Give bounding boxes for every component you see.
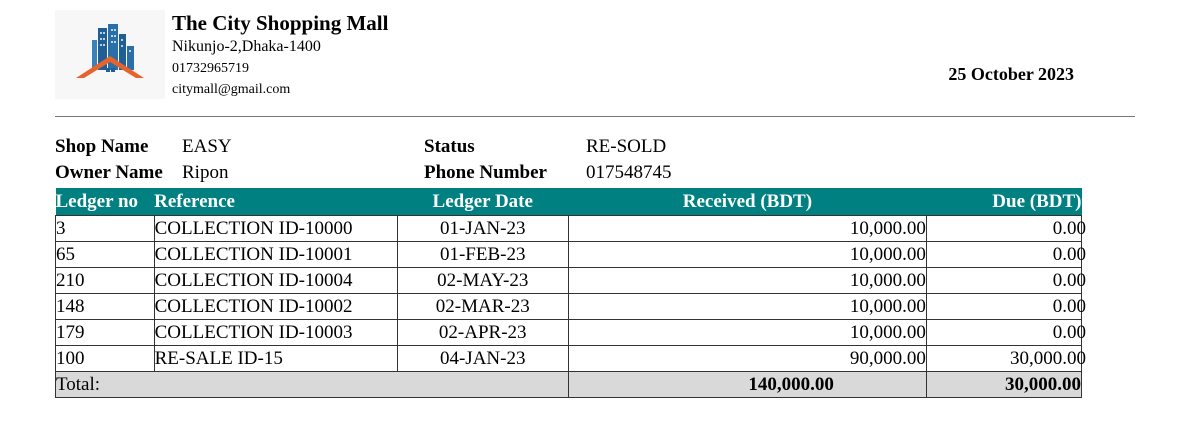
company-logo	[55, 10, 165, 99]
cell-received: 10,000.00	[568, 268, 926, 294]
cell-due-value: 0.00	[1052, 243, 1086, 265]
owner-name-value: Ripon	[182, 162, 229, 183]
col-due: Due (BDT)	[926, 188, 1081, 216]
cell-date: 02-MAR-23	[397, 294, 568, 320]
phone-value: 017548745	[586, 162, 672, 183]
table-row	[56, 320, 1082, 346]
cell-reference: COLLECTION ID-10004	[154, 268, 397, 294]
cell-date: 01-JAN-23	[397, 216, 568, 242]
status-value: RE-SOLD	[586, 136, 667, 157]
cell-due-value: 0.00	[1052, 217, 1086, 239]
owner-name-label: Owner Name	[55, 162, 163, 183]
phone-row	[424, 161, 672, 185]
table-row	[56, 294, 1082, 320]
company-email: citymall@gmail.com	[172, 82, 291, 97]
header-divider	[55, 116, 1135, 117]
company-phone: 01732965719	[172, 61, 249, 76]
phone-label: Phone Number	[424, 162, 547, 183]
company-address: Nikunjo-2,Dhaka-1400	[172, 38, 321, 55]
company-name: The City Shopping Mall	[172, 11, 389, 35]
cell-ledger-no: 210	[56, 268, 155, 294]
document-date: 25 October 2023	[948, 64, 1074, 84]
cell-date: 02-MAY-23	[397, 268, 568, 294]
cell-due	[926, 346, 1086, 372]
cell-date: 04-JAN-23	[397, 346, 568, 372]
cell-received: 10,000.00	[568, 320, 926, 346]
col-reference: Reference	[154, 188, 397, 216]
col-ledger-date: Ledger Date	[397, 188, 568, 216]
cell-ledger-no: 3	[56, 216, 155, 242]
cell-reference: COLLECTION ID-10001	[154, 242, 397, 268]
cell-due	[926, 294, 1086, 320]
shop-name-value: EASY	[182, 136, 232, 157]
cell-reference: RE-SALE ID-15	[154, 346, 397, 372]
total-row	[56, 372, 1082, 398]
cell-due	[926, 242, 1086, 268]
table-row	[56, 216, 1082, 242]
cell-due-value: 30,000.00	[1010, 347, 1086, 369]
cell-received: 10,000.00	[568, 216, 926, 242]
cell-reference: COLLECTION ID-10000	[154, 216, 397, 242]
table-header-row	[56, 188, 1082, 216]
status-label: Status	[424, 136, 475, 157]
cell-due-value: 0.00	[1052, 269, 1086, 291]
cell-received: 10,000.00	[568, 242, 926, 268]
cell-ledger-no: 65	[56, 242, 155, 268]
cell-reference: COLLECTION ID-10003	[154, 320, 397, 346]
ledger-table	[55, 188, 1086, 398]
cell-reference: COLLECTION ID-10002	[154, 294, 397, 320]
cell-due	[926, 320, 1086, 346]
total-due: 30,000.00	[926, 372, 1081, 398]
cell-due-value: 0.00	[1052, 295, 1086, 317]
table-row	[56, 346, 1082, 372]
total-label: Total:	[56, 372, 569, 398]
table-row	[56, 242, 1082, 268]
shop-name-label: Shop Name	[55, 136, 149, 157]
cell-due	[926, 216, 1086, 242]
cell-date: 01-FEB-23	[397, 242, 568, 268]
shop-name-row	[55, 135, 232, 159]
cell-received: 10,000.00	[568, 294, 926, 320]
cell-ledger-no: 100	[56, 346, 155, 372]
table-row	[56, 268, 1082, 294]
col-ledger-no: Ledger no	[56, 188, 155, 216]
cell-ledger-no: 179	[56, 320, 155, 346]
cell-due	[926, 268, 1086, 294]
owner-name-row	[55, 161, 229, 185]
cell-date: 02-APR-23	[397, 320, 568, 346]
col-received: Received (BDT)	[568, 188, 926, 216]
status-row	[424, 135, 667, 159]
company-info	[172, 10, 388, 100]
cell-ledger-no: 148	[56, 294, 155, 320]
cell-received: 90,000.00	[568, 346, 926, 372]
cell-due-value: 0.00	[1052, 321, 1086, 343]
total-received: 140,000.00	[568, 372, 926, 398]
